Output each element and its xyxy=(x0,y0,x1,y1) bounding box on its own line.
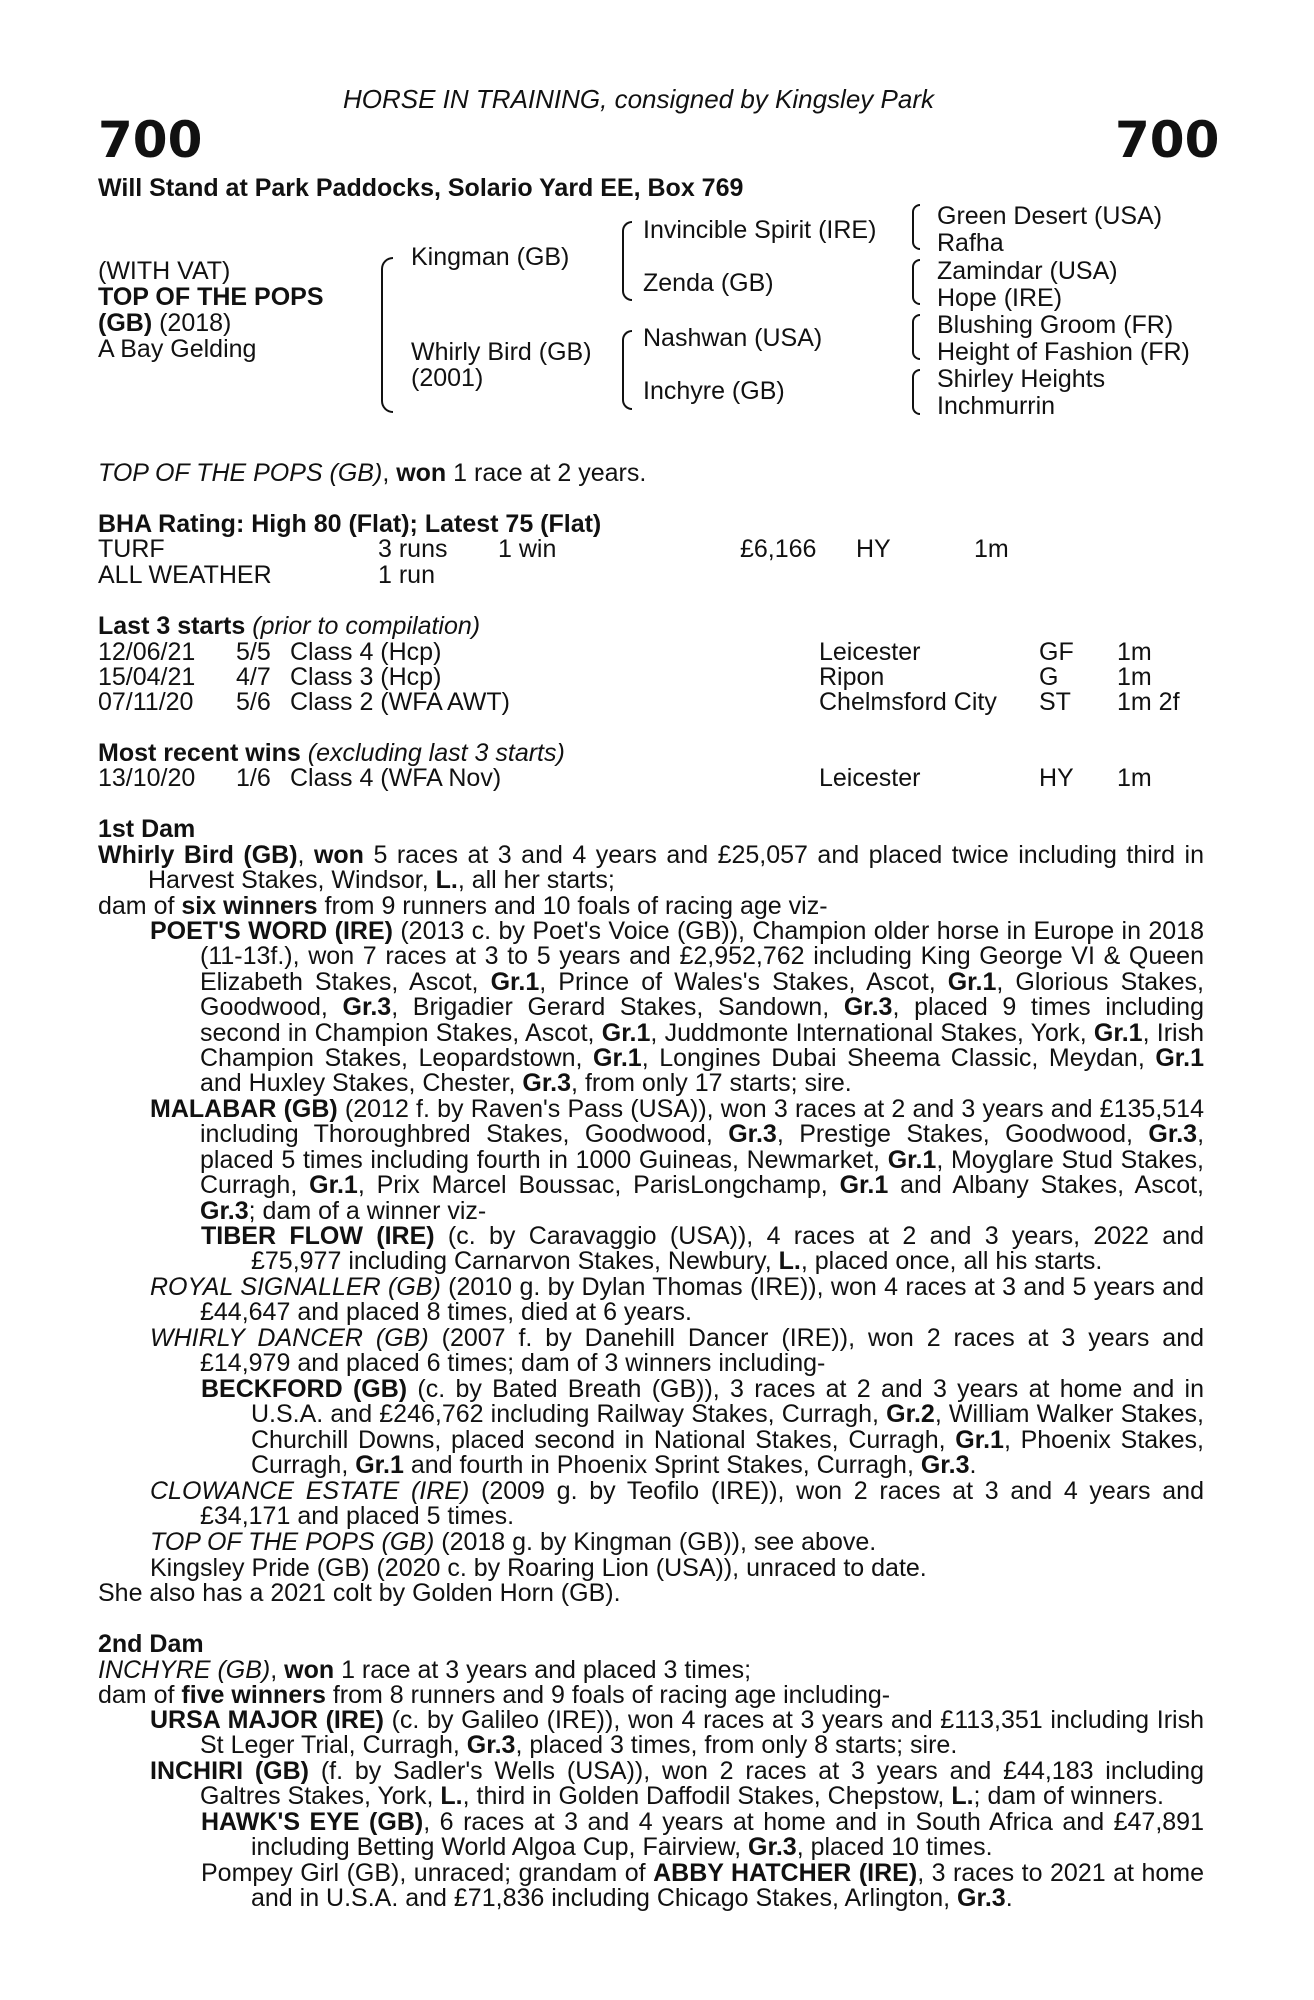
horse-name: TOP OF THE POPS xyxy=(98,283,324,311)
pedigree-ggs-3: Zamindar (USA) xyxy=(937,257,1118,285)
start-class: Class 3 (Hcp) xyxy=(290,663,442,691)
start-going: ST xyxy=(1039,688,1071,716)
recent-wins-heading: Most recent wins (excluding last 3 starts) xyxy=(98,739,565,767)
horse-description: A Bay Gelding xyxy=(98,335,257,363)
lot-number-right: 700 xyxy=(1115,111,1220,169)
pedigree-ggs-4: Hope (IRE) xyxy=(937,284,1063,312)
win-course: Leicester xyxy=(819,764,921,792)
produce-clowance-estate: CLOWANCE ESTATE (IRE) (2009 g. by Teofilo (IRE)), won 2 races at 3 and 4 years and £34,171 and placed 5 times. xyxy=(150,1477,1204,1531)
produce-kingsley-pride: Kingsley Pride (GB) (2020 c. by Roaring Lion (USA)), unraced to date. xyxy=(150,1554,927,1582)
pedigree-dam-sire: Nashwan (USA) xyxy=(643,324,823,352)
last-starts-heading: Last 3 starts (prior to compilation) xyxy=(98,612,481,640)
start-position: 4/7 xyxy=(236,663,271,691)
pedigree-ggs-5: Blushing Groom (FR) xyxy=(937,311,1174,339)
lot-number-left: 700 xyxy=(98,111,203,169)
produce-tiber-flow: TIBER FLOW (IRE) (c. by Caravaggio (USA)), 4 races at 2 and 3 years, 2022 and £75,977 including Carnarvon Stakes, Newbury, L., placed once, all his starts. xyxy=(201,1222,1204,1276)
first-dam-intro: Whirly Bird (GB), won 5 races at 3 and 4 years and £25,057 and placed twice including third in Harvest Stakes, Windsor, L., all her starts; xyxy=(98,841,1204,895)
win-going: HY xyxy=(1039,764,1074,792)
pedigree-brace-sire xyxy=(622,221,632,301)
start-position: 5/6 xyxy=(236,688,271,716)
win-distance: 1m xyxy=(1117,764,1152,792)
produce-top-of-the-pops: TOP OF THE POPS (GB) (2018 g. by Kingman (GB)), see above. xyxy=(150,1528,877,1556)
pedigree-ggs-6: Height of Fashion (FR) xyxy=(937,338,1190,366)
produce-beckford: BECKFORD (GB) (c. by Bated Breath (GB)), 3 races at 2 and 3 years at home and in U.S.A. and £246,762 including Railway Stakes, Curragh, Gr.2, William Walker Stakes, Churchill Downs, placed second in National Stakes, Curragh, Gr.1, Phoenix Stakes, Curragh, Gr.1 and fourth in Phoenix Sprint Stakes, Curragh, Gr.3. xyxy=(201,1375,1204,1480)
pedigree-brace-dam xyxy=(622,330,632,410)
start-going: GF xyxy=(1039,638,1074,666)
produce-whirly-dancer: WHIRLY DANCER (GB) (2007 f. by Danehill Dancer (IRE)), won 2 races at 3 years and £14,979 and placed 6 times; dam of 3 winners including- xyxy=(150,1324,1205,1378)
start-course: Chelmsford City xyxy=(819,688,997,716)
first-dam-also: She also has a 2021 colt by Golden Horn (GB). xyxy=(98,1579,621,1607)
win-position: 1/6 xyxy=(236,764,271,792)
start-course: Ripon xyxy=(819,663,885,691)
start-date: 15/04/21 xyxy=(98,663,196,691)
start-position: 5/5 xyxy=(236,638,271,666)
rating-surface-aw: ALL WEATHER xyxy=(98,561,272,589)
pedigree-brace-gs2 xyxy=(912,259,920,305)
win-class: Class 4 (WFA Nov) xyxy=(290,764,502,792)
produce-malabar: MALABAR (GB) (2012 f. by Raven's Pass (USA)), won 3 races at 2 and 3 years and £135,514 including Thoroughbred Stakes, Goodwood, Gr.3, Prestige Stakes, Goodwood, Gr.3, placed 5 times including fourth in 1000 Guineas, Newmarket, Gr.1, Moyglare Stud Stakes, Curragh, Gr.1, Prix Marcel Boussac, ParisLongchamp, Gr.1 and Albany Stakes, Ascot, Gr.3; dam of a winner viz- xyxy=(150,1095,1205,1225)
rating-dist-turf: 1m xyxy=(974,535,1009,563)
produce-hawks-eye: HAWK'S EYE (GB), 6 races at 3 and 4 years at home and in South Africa and £47,891 including Betting World Algoa Cup, Fairview, Gr.3, placed 10 times. xyxy=(201,1808,1204,1862)
pedigree-brace-main xyxy=(381,257,393,413)
pedigree-brace-gs3 xyxy=(912,314,920,360)
rating-runs-aw: 1 run xyxy=(378,561,435,589)
vat-note: (WITH VAT) xyxy=(98,257,231,285)
rating-surface-turf: TURF xyxy=(98,535,165,563)
win-date: 13/10/20 xyxy=(98,764,196,792)
race-summary: TOP OF THE POPS (GB), won 1 race at 2 years. xyxy=(98,459,647,487)
stand-location: Will Stand at Park Paddocks, Solario Yard EE, Box 769 xyxy=(98,174,744,202)
bha-rating: BHA Rating: High 80 (Flat); Latest 75 (Flat) xyxy=(98,510,602,538)
start-class: Class 2 (WFA AWT) xyxy=(290,688,510,716)
pedigree-ggs-7: Shirley Heights xyxy=(937,365,1106,393)
produce-pompey-girl: Pompey Girl (GB), unraced; grandam of ABBY HATCHER (IRE), 3 races to 2021 at home and in U.S.A. and £71,836 including Chicago Stakes, Arlington, Gr.3. xyxy=(201,1859,1205,1913)
second-dam-produce-summary: dam of five winners from 8 runners and 9 foals of racing age including- xyxy=(98,1681,891,1709)
pedigree-brace-gs1 xyxy=(912,204,920,250)
pedigree-sire-sire: Invincible Spirit (IRE) xyxy=(643,216,877,244)
first-dam-produce-summary: dam of six winners from 9 runners and 10 foals of racing age viz- xyxy=(98,892,828,920)
pedigree-sire: Kingman (GB) xyxy=(411,243,570,271)
start-going: G xyxy=(1039,663,1059,691)
second-dam-intro: INCHYRE (GB), won 1 race at 3 years and placed 3 times; xyxy=(98,1656,752,1684)
horse-origin-year: (GB) (2018) xyxy=(98,309,232,337)
rating-runs-turf: 3 runs xyxy=(378,535,448,563)
consignment-header: HORSE IN TRAINING, consigned by Kingsley Park xyxy=(343,84,934,114)
start-course: Leicester xyxy=(819,638,921,666)
rating-prize-turf: £6,166 xyxy=(740,535,817,563)
pedigree-ggs-1: Green Desert (USA) xyxy=(937,202,1163,230)
first-dam-heading: 1st Dam xyxy=(98,815,196,843)
start-date: 12/06/21 xyxy=(98,638,196,666)
start-distance: 1m 2f xyxy=(1117,688,1180,716)
start-distance: 1m xyxy=(1117,638,1152,666)
pedigree-dam: Whirly Bird (GB) xyxy=(411,338,592,366)
produce-royal-signaller: ROYAL SIGNALLER (GB) (2010 g. by Dylan Thomas (IRE)), won 4 races at 3 and 5 years and £44,647 and placed 8 times, died at 6 years. xyxy=(150,1273,1204,1327)
pedigree-ggs-2: Rafha xyxy=(937,229,1004,257)
pedigree-dam-year: (2001) xyxy=(411,364,484,392)
rating-wins-turf: 1 win xyxy=(498,535,557,563)
pedigree-ggs-8: Inchmurrin xyxy=(937,392,1056,420)
start-class: Class 4 (Hcp) xyxy=(290,638,442,666)
pedigree-sire-dam: Zenda (GB) xyxy=(643,269,774,297)
produce-poets-word: POET'S WORD (IRE) (2013 c. by Poet's Voice (GB)), Champion older horse in Europe in 2018 (11-13f.), won 7 races at 3 to 5 years and £2,952,762 including King George VI & Queen Elizabeth Stakes, Ascot, Gr.1, Prince of Wales's Stakes, Ascot, Gr.1, Glorious Stakes, Goodwood, Gr.3, Brigadier Gerard Stakes, Sandown, Gr.3, placed 9 times including second in Champion Stakes, Ascot, Gr.1, Juddmonte International Stakes, York, Gr.1, Irish Champion Stakes, Leopardstown, Gr.1, Longines Dubai Sheema Classic, Meydan, Gr.1 and Huxley Stakes, Chester, Gr.3, from only 17 starts; sire. xyxy=(150,917,1204,1098)
start-distance: 1m xyxy=(1117,663,1152,691)
start-date: 07/11/20 xyxy=(98,688,194,716)
produce-inchiri: INCHIRI (GB) (f. by Sadler's Wells (USA)), won 2 races at 3 years and £44,183 including Galtres Stakes, York, L., third in Golden Daffodil Stakes, Chepstow, L.; dam of winners. xyxy=(150,1757,1204,1811)
second-dam-heading: 2nd Dam xyxy=(98,1630,204,1658)
pedigree-brace-gs4 xyxy=(912,369,920,415)
pedigree-dam-dam: Inchyre (GB) xyxy=(643,377,785,405)
rating-going-turf: HY xyxy=(856,535,891,563)
produce-ursa-major: URSA MAJOR (IRE) (c. by Galileo (IRE)), won 4 races at 3 years and £113,351 including Irish St Leger Trial, Curragh, Gr.3, placed 3 times, from only 8 starts; sire. xyxy=(150,1706,1204,1760)
